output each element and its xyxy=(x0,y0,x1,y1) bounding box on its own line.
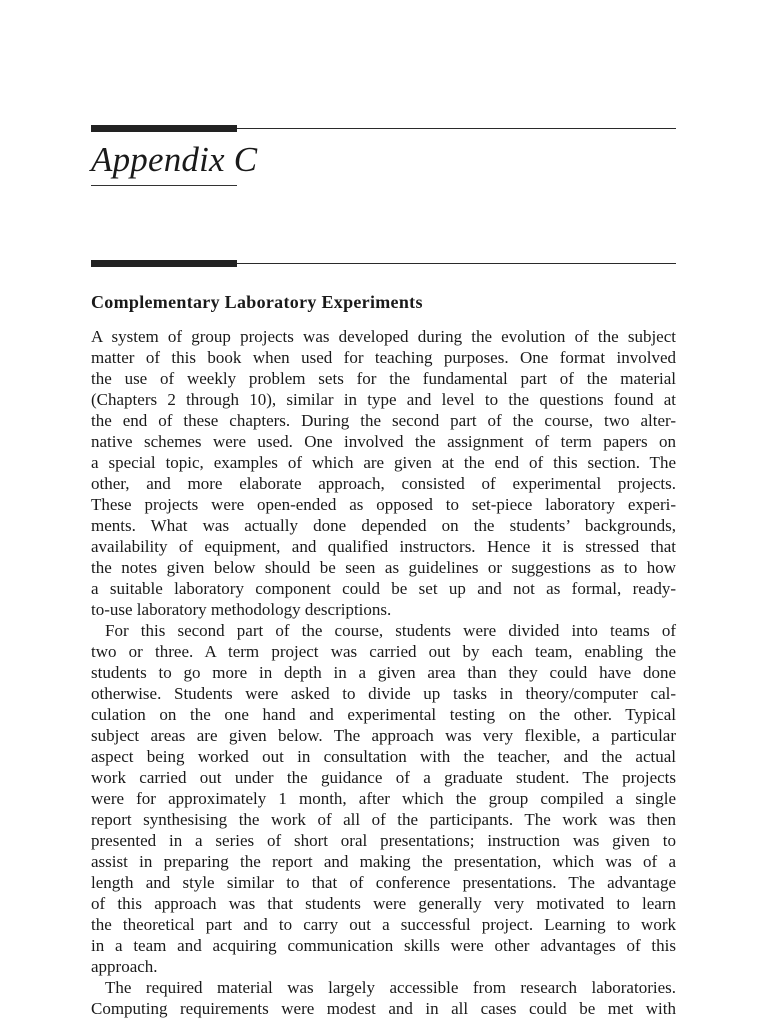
body-line: a special topic, examples of which are given at the end of this section. The xyxy=(91,453,676,472)
body-line: a suitable laboratory component could be set up and not as formal, ready- xyxy=(91,579,676,598)
body-line: length and style similar to that of conference presentations. The advantage xyxy=(91,873,676,892)
body-line: culation on the one hand and experimental testing on the other. Typical xyxy=(91,705,676,724)
body-line: in a team and acquiring communication skills were other advantages of this xyxy=(91,936,676,955)
top-rule xyxy=(91,128,676,129)
title-underline xyxy=(91,185,237,186)
body-line: A system of group projects was developed during the evolution of the subject xyxy=(91,327,676,346)
body-line: presented in a series of short oral presentations; instruction was given to xyxy=(91,831,676,850)
body-line: other, and more elaborate approach, consisted of experimental projects. xyxy=(91,474,676,493)
body-line: Computing requirements were modest and in all cases could be met with xyxy=(91,999,676,1018)
body-line: the end of these chapters. During the second part of the course, two alter- xyxy=(91,411,676,430)
body-line: otherwise. Students were asked to divide up tasks in theory/computer cal- xyxy=(91,684,676,703)
body-line: report synthesising the work of all of the participants. The work was then xyxy=(91,810,676,829)
body-line: For this second part of the course, students were divided into teams of xyxy=(105,621,676,640)
body-line: subject areas are given below. The approach was very flexible, a particular xyxy=(91,726,676,745)
body-line: native schemes were used. One involved the assignment of term papers on xyxy=(91,432,676,451)
body-line: assist in preparing the report and making the presentation, which was of a xyxy=(91,852,676,871)
body-line: (Chapters 2 through 10), similar in type and level to the questions found at xyxy=(91,390,676,409)
body-line: ments. What was actually done depended on the students’ backgrounds, xyxy=(91,516,676,535)
body-line: work carried out under the guidance of a graduate student. The projects xyxy=(91,768,676,787)
body-line: to-use laboratory methodology descriptions. xyxy=(91,600,392,619)
section-rule xyxy=(91,263,676,264)
body-line: These projects were open-ended as opposed to set-piece laboratory experi- xyxy=(91,495,676,514)
body-line: matter of this book when used for teaching purposes. One format involved xyxy=(91,348,676,367)
body-line: approach. xyxy=(91,957,158,976)
body-line: of this approach was that students were generally very motivated to learn xyxy=(91,894,676,913)
body-line: the use of weekly problem sets for the fundamental part of the material xyxy=(91,369,676,388)
top-rule-thick-segment xyxy=(91,125,237,132)
body-line: aspect being worked out in consultation with the teacher, and the actual xyxy=(91,747,676,766)
body-line: the theoretical part and to carry out a successful project. Learning to work xyxy=(91,915,676,934)
appendix-title: Appendix C xyxy=(91,140,258,179)
body-line: students to go more in depth in a given area than they could have done xyxy=(91,663,676,682)
section-heading: Complementary Laboratory Experiments xyxy=(91,292,423,312)
body-line: the notes given below should be seen as guidelines or suggestions as to how xyxy=(91,558,676,577)
body-line: availability of equipment, and qualified instructors. Hence it is stressed that xyxy=(91,537,676,556)
body-line: were for approximately 1 month, after which the group compiled a single xyxy=(91,789,676,808)
body-text xyxy=(91,326,676,1019)
section-rule-thick-segment xyxy=(91,260,237,267)
body-line: The required material was largely accessible from research laboratories. xyxy=(105,978,676,997)
body-line: two or three. A term project was carried out by each team, enabling the xyxy=(91,642,676,661)
